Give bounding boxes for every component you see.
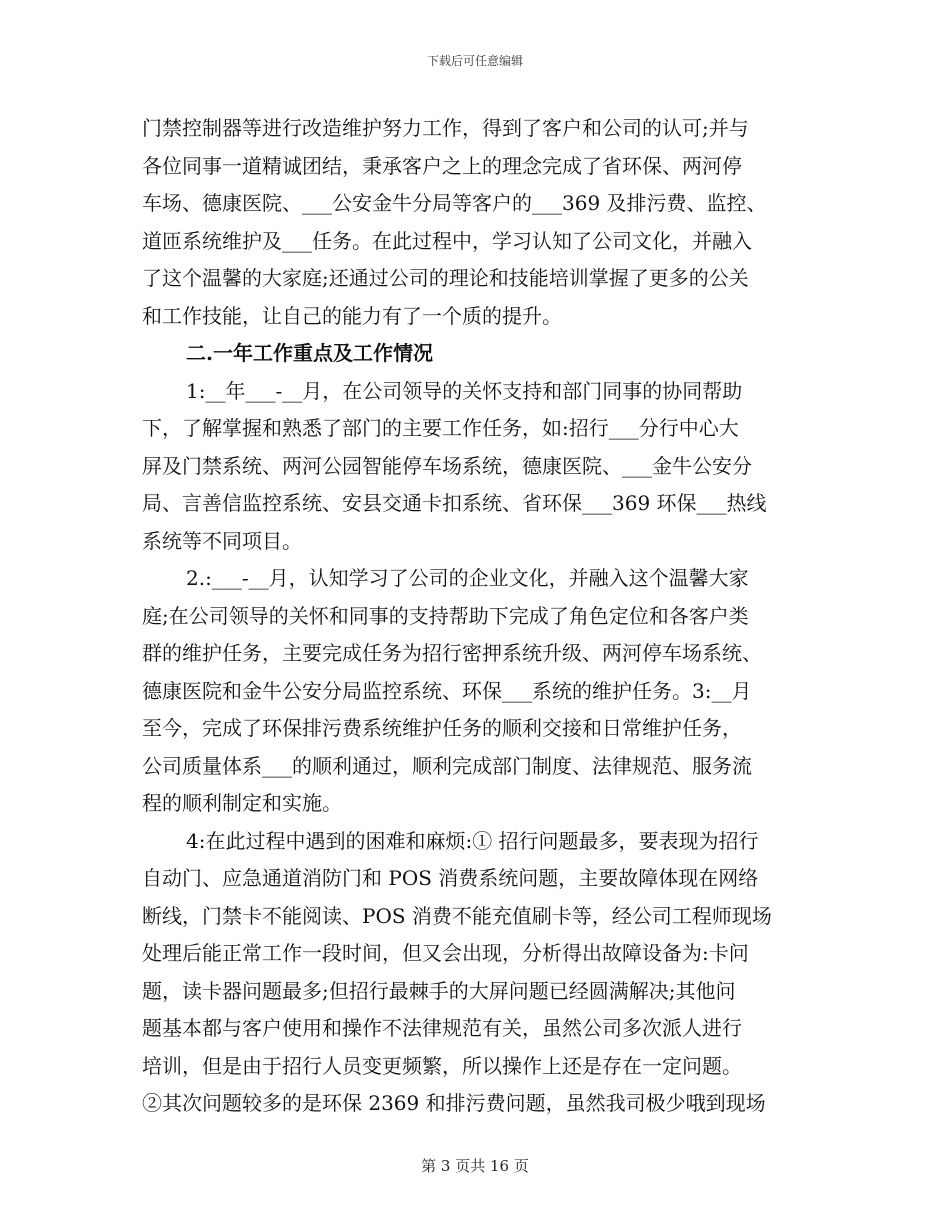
text-line: 下，了解掌握和熟悉了部门的主要工作任务，如:招行___分行中心大 — [142, 416, 739, 440]
text-line: 公司质量体系___的顺利通过，顺利完成部门制度、法律规范、服务流 — [142, 753, 752, 778]
text-line: 程的顺利制定和实施。 — [142, 791, 342, 815]
text-line: 车场、德康医院、___公安金牛分局等客户的___369 及排污费、监控、 — [142, 191, 767, 215]
section-heading: 二.一年工作重点及工作情况 — [186, 341, 433, 365]
text-line: 2.:___-__月，认知学习了公司的企业文化，并融入这个温馨大家 — [186, 566, 749, 590]
text-line: 处理后能正常工作一段时间，但又会出现，分析得出故障设备为:卡问 — [142, 941, 749, 965]
text-line: 德康医院和金牛公安分局监控系统、环保___系统的维护任务。3:__月 — [142, 678, 752, 703]
page-footer: 第 3 页共 16 页 — [421, 1157, 529, 1175]
text-line: 屏及门禁系统、两河公园智能停车场系统，德康医院、___金牛公安分 — [142, 453, 752, 478]
text-line: 局、言善信监控系统、安县交通卡扣系统、省环保___369 环保___热线 — [142, 491, 767, 515]
text-line: 培训，但是由于招行人员变更频繁，所以操作上还是存在一定问题。 — [142, 1053, 742, 1078]
page-header: 下载后可任意编辑 — [426, 54, 523, 68]
text-line: 了这个温馨的大家庭;还通过公司的理论和技能培训掌握了更多的公关 — [142, 266, 749, 290]
text-line: 系统等不同项目。 — [142, 528, 302, 553]
text-line: 自动门、应急通道消防门和 POS 消费系统问题，主要故障体现在网络 — [142, 866, 759, 890]
text-line: 和工作技能，让自己的能力有了一个质的提升。 — [142, 303, 562, 328]
text-line: 题，读卡器问题最多;但招行最棘手的大屏问题已经圆满解决;其他问 — [142, 978, 736, 1003]
text-line: 4:在此过程中遇到的困难和麻烦:① 招行问题最多，要表现为招行 — [186, 828, 759, 853]
text-line: 断线，门禁卡不能阅读、POS 消费不能充值刷卡等，经公司工程师现场 — [142, 903, 772, 928]
text-line: 题基本都与客户使用和操作不法律规范有关，虽然公司多次派人进行 — [142, 1016, 742, 1040]
text-line: 门禁控制器等进行改造维护努力工作，得到了客户和公司的认可;并与 — [142, 116, 749, 140]
text-line: 道匝系统维护及___任务。在此过程中，学习认知了公司文化，并融入 — [142, 228, 752, 253]
text-line: ②其次问题较多的是环保 2369 和排污费问题，虽然我司极少哦到现场 — [142, 1091, 766, 1115]
text-line: 各位同事一道精诚团结，秉承客户之上的理念完成了省环保、两河停 — [142, 153, 742, 178]
text-line: 庭;在公司领导的关怀和同事的支持帮助下完成了角色定位和各客户类 — [142, 603, 749, 628]
text-line: 1:__年___-__月，在公司领导的关怀支持和部门同事的协同帮助 — [186, 378, 743, 403]
text-line: 群的维护任务，主要完成任务为招行密押系统升级、两河停车场系统、 — [142, 641, 762, 665]
text-line: 至今，完成了环保排污费系统维护任务的顺利交接和日常维护任务， — [142, 716, 742, 740]
document-body — [142, 110, 814, 1123]
